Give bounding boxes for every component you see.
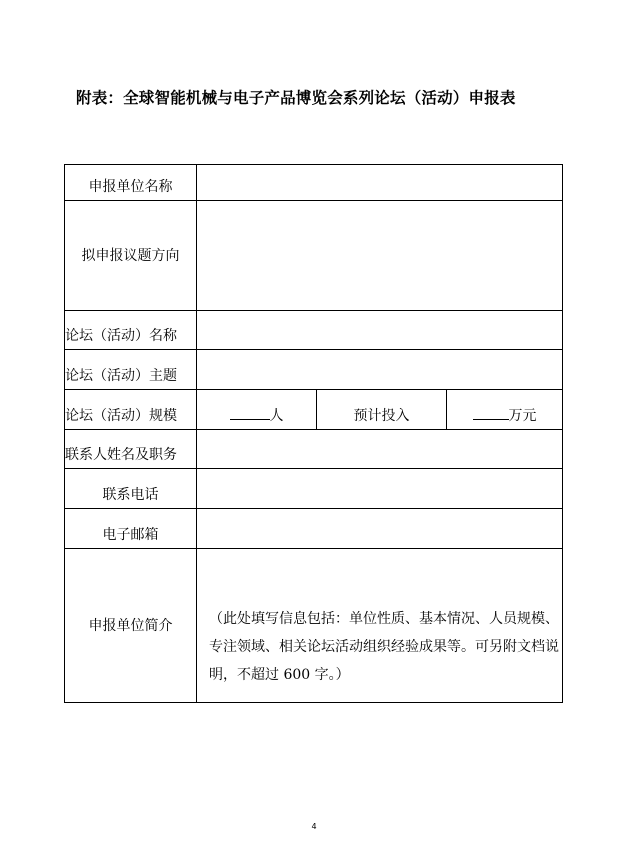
scale-blank[interactable]: [230, 405, 270, 420]
applicant-name-field[interactable]: [197, 165, 563, 201]
investment-blank[interactable]: [473, 405, 509, 420]
forum-name-field[interactable]: [197, 311, 563, 350]
intro-label: 申报单位简介: [65, 549, 197, 703]
row-forum-theme: [65, 350, 563, 390]
application-form-table: [64, 164, 563, 703]
scale-field[interactable]: [197, 390, 317, 430]
row-contact: [65, 430, 563, 469]
forum-name-label: 论坛（活动）名称: [65, 311, 197, 350]
intro-field[interactable]: [197, 549, 563, 703]
investment-label: 预计投入: [317, 390, 447, 430]
investment-unit: 万元: [508, 408, 537, 424]
form-title: 附表：全球智能机械与电子产品博览会系列论坛（活动）申报表: [76, 89, 516, 107]
forum-theme-label: 论坛（活动）主题: [65, 350, 197, 390]
email-field[interactable]: [197, 509, 563, 549]
row-forum-name: [65, 311, 563, 350]
forum-theme-field[interactable]: [197, 350, 563, 390]
email-label: 电子邮箱: [65, 509, 197, 549]
topic-direction-field[interactable]: [197, 201, 563, 311]
row-applicant-name: [65, 165, 563, 201]
row-email: [65, 509, 563, 549]
contact-label: 联系人姓名及职务: [65, 430, 197, 469]
contact-field[interactable]: [197, 430, 563, 469]
intro-hint: （此处填写信息包括：单位性质、基本情况、人员规模、专注领域、相关论坛活动组织经验成果等。可另附文档说明，不超过 600 字。）: [209, 611, 559, 683]
page-number: 4: [311, 822, 317, 831]
row-forum-scale: [65, 390, 563, 430]
phone-field[interactable]: [197, 469, 563, 509]
applicant-name-label: 申报单位名称: [65, 165, 197, 201]
row-phone: [65, 469, 563, 509]
row-topic-direction: [65, 201, 563, 311]
scale-unit: 人: [269, 408, 284, 424]
row-intro: [65, 549, 563, 703]
investment-field[interactable]: [447, 390, 563, 430]
phone-label: 联系电话: [65, 469, 197, 509]
forum-scale-label: 论坛（活动）规模: [65, 390, 197, 430]
topic-direction-label: 拟申报议题方向: [65, 201, 197, 311]
